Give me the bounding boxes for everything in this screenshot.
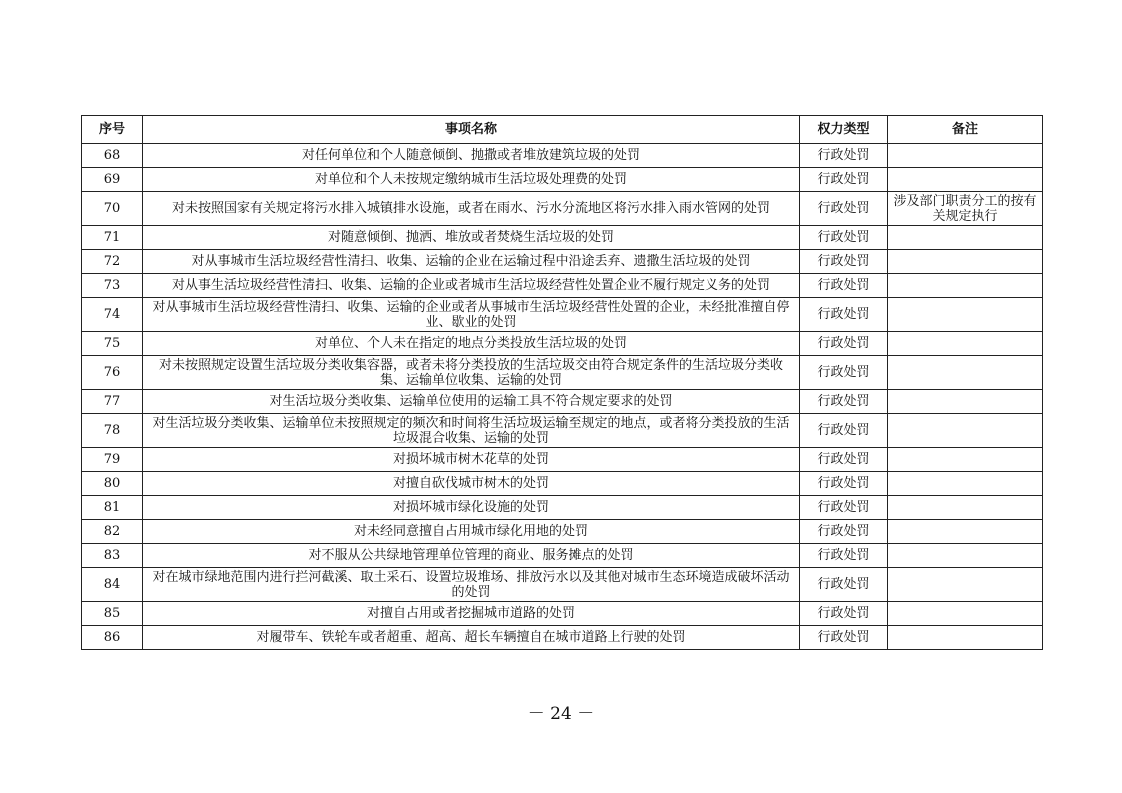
serial-no: 72 bbox=[82, 250, 143, 274]
header-remarks: 备注 bbox=[888, 116, 1043, 144]
item-name: 对擅自砍伐城市树木的处罚 bbox=[143, 472, 800, 496]
item-name: 对单位、个人未在指定的地点分类投放生活垃圾的处罚 bbox=[143, 332, 800, 356]
power-type: 行政处罚 bbox=[800, 226, 888, 250]
table-row bbox=[82, 168, 1043, 192]
power-type: 行政处罚 bbox=[800, 448, 888, 472]
remarks bbox=[888, 414, 1043, 448]
item-name: 对未经同意擅自占用城市绿化用地的处罚 bbox=[143, 520, 800, 544]
item-name: 对在城市绿地范围内进行拦河截溪、取土采石、设置垃圾堆场、排放污水以及其他对城市生态环境造成破坏活动的处罚 bbox=[143, 568, 800, 602]
power-type: 行政处罚 bbox=[800, 496, 888, 520]
table-row bbox=[82, 414, 1043, 448]
item-name: 对未按照国家有关规定将污水排入城镇排水设施，或者在雨水、污水分流地区将污水排入雨水管网的处罚 bbox=[143, 192, 800, 226]
item-name: 对生活垃圾分类收集、运输单位使用的运输工具不符合规定要求的处罚 bbox=[143, 390, 800, 414]
remarks bbox=[888, 496, 1043, 520]
item-name: 对未按照规定设置生活垃圾分类收集容器，或者未将分类投放的生活垃圾交由符合规定条件的生活垃圾分类收集、运输单位收集、运输的处罚 bbox=[143, 356, 800, 390]
remarks bbox=[888, 298, 1043, 332]
serial-no: 68 bbox=[82, 144, 143, 168]
item-name: 对任何单位和个人随意倾倒、抛撒或者堆放建筑垃圾的处罚 bbox=[143, 144, 800, 168]
table-row bbox=[82, 496, 1043, 520]
serial-no: 71 bbox=[82, 226, 143, 250]
remarks bbox=[888, 520, 1043, 544]
power-type: 行政处罚 bbox=[800, 298, 888, 332]
serial-no: 77 bbox=[82, 390, 143, 414]
table-row bbox=[82, 250, 1043, 274]
item-name: 对擅自占用或者挖掘城市道路的处罚 bbox=[143, 602, 800, 626]
power-type: 行政处罚 bbox=[800, 626, 888, 650]
power-type: 行政处罚 bbox=[800, 332, 888, 356]
power-type: 行政处罚 bbox=[800, 602, 888, 626]
remarks bbox=[888, 472, 1043, 496]
serial-no: 86 bbox=[82, 626, 143, 650]
item-name: 对损坏城市树木花草的处罚 bbox=[143, 448, 800, 472]
item-name: 对生活垃圾分类收集、运输单位未按照规定的频次和时间将生活垃圾运输至规定的地点，或者将分类投放的生活垃圾混合收集、运输的处罚 bbox=[143, 414, 800, 448]
power-type: 行政处罚 bbox=[800, 274, 888, 298]
power-type: 行政处罚 bbox=[800, 472, 888, 496]
table-row bbox=[82, 520, 1043, 544]
remarks bbox=[888, 274, 1043, 298]
remarks bbox=[888, 626, 1043, 650]
table-row bbox=[82, 226, 1043, 250]
item-name: 对从事生活垃圾经营性清扫、收集、运输的企业或者城市生活垃圾经营性处置企业不履行规定义务的处罚 bbox=[143, 274, 800, 298]
item-name: 对单位和个人未按规定缴纳城市生活垃圾处理费的处罚 bbox=[143, 168, 800, 192]
item-name: 对履带车、铁轮车或者超重、超高、超长车辆擅自在城市道路上行驶的处罚 bbox=[143, 626, 800, 650]
power-type: 行政处罚 bbox=[800, 568, 888, 602]
table-row bbox=[82, 544, 1043, 568]
table-row bbox=[82, 356, 1043, 390]
table-header-row bbox=[82, 116, 1043, 144]
serial-no: 82 bbox=[82, 520, 143, 544]
item-name: 对随意倾倒、抛洒、堆放或者焚烧生活垃圾的处罚 bbox=[143, 226, 800, 250]
remarks bbox=[888, 332, 1043, 356]
serial-no: 84 bbox=[82, 568, 143, 602]
power-type: 行政处罚 bbox=[800, 144, 888, 168]
remarks bbox=[888, 602, 1043, 626]
serial-no: 75 bbox=[82, 332, 143, 356]
header-item-name: 事项名称 bbox=[143, 116, 800, 144]
power-type: 行政处罚 bbox=[800, 544, 888, 568]
power-type: 行政处罚 bbox=[800, 390, 888, 414]
power-type: 行政处罚 bbox=[800, 414, 888, 448]
remarks bbox=[888, 226, 1043, 250]
page-number: － 24 － bbox=[527, 704, 595, 724]
table-row bbox=[82, 144, 1043, 168]
table-row bbox=[82, 472, 1043, 496]
item-name: 对从事城市生活垃圾经营性清扫、收集、运输的企业在运输过程中沿途丢弃、遗撒生活垃圾的处罚 bbox=[143, 250, 800, 274]
serial-no: 83 bbox=[82, 544, 143, 568]
item-name: 对损坏城市绿化设施的处罚 bbox=[143, 496, 800, 520]
table-row bbox=[82, 568, 1043, 602]
serial-no: 78 bbox=[82, 414, 143, 448]
serial-no: 73 bbox=[82, 274, 143, 298]
table-row bbox=[82, 332, 1043, 356]
table-row bbox=[82, 298, 1043, 332]
power-type: 行政处罚 bbox=[800, 192, 888, 226]
header-serial-no: 序号 bbox=[82, 116, 143, 144]
remarks: 涉及部门职责分工的按有关规定执行 bbox=[888, 192, 1043, 226]
power-list-table bbox=[81, 115, 1043, 650]
remarks bbox=[888, 356, 1043, 390]
serial-no: 80 bbox=[82, 472, 143, 496]
serial-no: 79 bbox=[82, 448, 143, 472]
power-type: 行政处罚 bbox=[800, 356, 888, 390]
serial-no: 85 bbox=[82, 602, 143, 626]
power-type: 行政处罚 bbox=[800, 168, 888, 192]
serial-no: 69 bbox=[82, 168, 143, 192]
remarks bbox=[888, 544, 1043, 568]
remarks bbox=[888, 250, 1043, 274]
table-row bbox=[82, 626, 1043, 650]
serial-no: 76 bbox=[82, 356, 143, 390]
header-power-type: 权力类型 bbox=[800, 116, 888, 144]
serial-no: 70 bbox=[82, 192, 143, 226]
item-name: 对不服从公共绿地管理单位管理的商业、服务摊点的处罚 bbox=[143, 544, 800, 568]
remarks bbox=[888, 168, 1043, 192]
power-type: 行政处罚 bbox=[800, 250, 888, 274]
table-row bbox=[82, 192, 1043, 226]
power-type: 行政处罚 bbox=[800, 520, 888, 544]
item-name: 对从事城市生活垃圾经营性清扫、收集、运输的企业或者从事城市生活垃圾经营性处置的企业，未经批准擅自停业、歇业的处罚 bbox=[143, 298, 800, 332]
table-row bbox=[82, 448, 1043, 472]
remarks bbox=[888, 390, 1043, 414]
serial-no: 81 bbox=[82, 496, 143, 520]
remarks bbox=[888, 144, 1043, 168]
table-row bbox=[82, 274, 1043, 298]
table-row bbox=[82, 390, 1043, 414]
table-row bbox=[82, 602, 1043, 626]
remarks bbox=[888, 568, 1043, 602]
serial-no: 74 bbox=[82, 298, 143, 332]
remarks bbox=[888, 448, 1043, 472]
